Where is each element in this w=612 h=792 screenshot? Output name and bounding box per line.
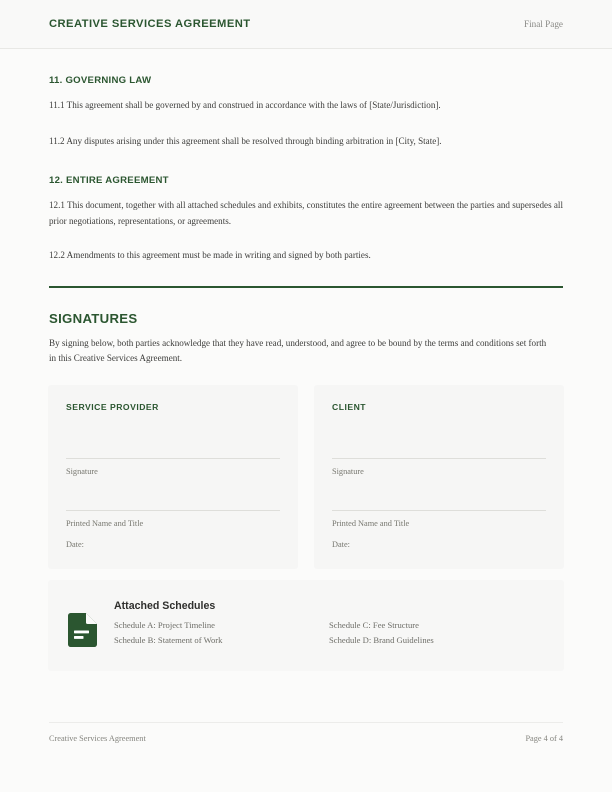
section-heading: 11. GOVERNING LAW xyxy=(49,75,152,86)
schedule-item: Schedule D: Brand Guidelines xyxy=(329,635,434,645)
schedule-item: Schedule A: Project Timeline xyxy=(114,620,215,630)
clause-12-2: 12.2 Amendments to this agreement must be made in writing and signed by both parties. xyxy=(49,250,371,261)
page-footer xyxy=(49,722,563,743)
signature-panel-client xyxy=(314,385,564,569)
printed-name-caption: Printed Name and Title xyxy=(332,519,410,528)
signature-panel-service-provider xyxy=(48,385,298,569)
signatures-intro-text: By signing below, both parties acknowledge that they have read, understood, and agree to be bound by the terms and conditions set forth in this Creative Services Agreement. xyxy=(49,338,547,364)
document-title: CREATIVE SERVICES AGREEMENT xyxy=(49,18,251,30)
signature-panel-title: CLIENT xyxy=(332,402,367,412)
footer-document-name: Creative Services Agreement xyxy=(49,734,146,743)
printed-name-line[interactable] xyxy=(332,510,546,511)
signature-line[interactable] xyxy=(332,458,546,459)
attached-schedules-title: Attached Schedules xyxy=(114,600,216,612)
section-entire-agreement xyxy=(49,175,563,264)
schedules-column-left xyxy=(114,618,329,648)
date-field-label[interactable]: Date: xyxy=(66,540,84,549)
signature-caption: Signature xyxy=(332,467,364,476)
schedule-item: Schedule C: Fee Structure xyxy=(329,620,419,630)
signature-panels xyxy=(48,385,564,569)
signatures-heading: SIGNATURES xyxy=(49,311,138,326)
attached-schedules-content xyxy=(114,598,544,648)
signature-panel-title: SERVICE PROVIDER xyxy=(66,402,159,412)
signature-line[interactable] xyxy=(66,458,280,459)
page-header xyxy=(0,0,612,49)
attached-schedules-panel xyxy=(48,580,564,671)
document-icon xyxy=(68,613,97,647)
schedules-column-right xyxy=(329,618,544,648)
signature-caption: Signature xyxy=(66,467,98,476)
date-field-label[interactable]: Date: xyxy=(332,540,350,549)
clause-11-1: 11.1 This agreement shall be governed by and construed in accordance with the laws of [State/Jurisdiction]. xyxy=(49,100,441,110)
footer-page-number: Page 4 of 4 xyxy=(525,734,563,743)
section-divider xyxy=(49,286,563,288)
section-governing-law xyxy=(49,75,563,149)
printed-name-line[interactable] xyxy=(66,510,280,511)
schedules-columns xyxy=(114,618,544,648)
page-status-label: Final Page xyxy=(523,19,563,29)
section-heading: 12. ENTIRE AGREEMENT xyxy=(49,175,169,186)
clause-12-1: 12.1 This document, together with all attached schedules and exhibits, constitutes the entire agreement between the parties and supersedes all prior negotiations, representations, or agreements. xyxy=(49,200,563,226)
printed-name-caption: Printed Name and Title xyxy=(66,519,144,528)
schedule-item: Schedule B: Statement of Work xyxy=(114,635,223,645)
clause-11-2: 11.2 Any disputes arising under this agreement shall be resolved through binding arbitration in [City, State]. xyxy=(49,135,442,146)
